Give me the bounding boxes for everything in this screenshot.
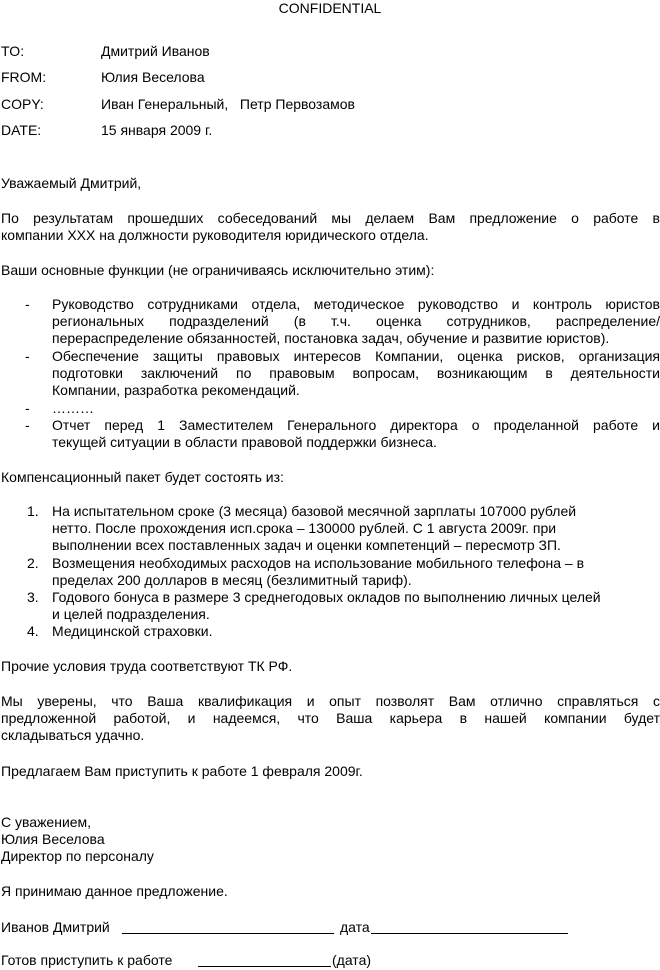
item-line: Годового бонуса в размере 3 среднегодовых окладов по выполнению личных целей (52, 589, 601, 605)
confidence-line: складываться удачно. (1, 727, 145, 743)
signature-name-label: Иванов Дмитрий (1, 919, 110, 935)
confidence-paragraph (1, 693, 660, 744)
bullet-line: Руководство сотрудниками отдела, методическое руководство и контроль юристов (52, 296, 660, 312)
bullet-line: региональных подразделений (в т.ч. оценка сотрудников, распределение/ (52, 313, 660, 329)
item-line: нетто. После прохождения исп.срока – 130000 рублей. С 1 августа 2009г. при (52, 520, 557, 536)
bullet-dash: - (25, 417, 30, 433)
ready-date-suffix: (дата) (332, 952, 372, 968)
bullet-line: текущей ситуации в области правовой поддержки бизнеса. (52, 434, 437, 450)
bullet-line: подготовки заключений по правовым вопросам, возникающим в деятельности (52, 365, 660, 381)
bullet-dash: - (25, 348, 30, 364)
confidence-line: предложенной работой, и надеемся, что Ваша карьера в нашей компании будет (1, 710, 660, 726)
ready-date-underline[interactable] (198, 966, 331, 967)
bullet-text (52, 400, 660, 417)
intro-paragraph (1, 210, 660, 244)
item-text (52, 555, 660, 589)
item-number: 3. (27, 589, 39, 605)
ready-label: Готов приступить к работе (1, 952, 173, 968)
functions-heading: Ваши основные функции (не ограничиваясь исключительно этим): (1, 262, 435, 278)
item-line: пределах 200 долларов в месяц (безлимитный тариф). (52, 572, 412, 588)
confidential-title: CONFIDENTIAL (278, 0, 382, 16)
greeting: Уважаемый Дмитрий, (1, 175, 142, 191)
closing-position: Директор по персоналу (1, 848, 154, 864)
item-number: 1. (27, 503, 39, 519)
other-conditions: Прочие условия труда соответствуют ТК РФ. (1, 658, 293, 674)
item-line: На испытательном сроке (3 месяца) базовой месячной зарплаты 107000 рублей (52, 503, 577, 519)
bullet-text (52, 348, 660, 399)
acceptance-statement: Я принимаю данное предложение. (1, 883, 228, 899)
confidence-line: Мы уверены, что Ваша квалификация и опыт позволят Вам отлично справляться с (1, 693, 660, 709)
closing-block (1, 814, 660, 865)
signature-date-label: дата (340, 919, 370, 935)
item-line: выполнении всех поставленных задач и оценки компетенций – пересмотр ЗП. (52, 537, 561, 553)
bullet-line: ……… (52, 400, 94, 416)
bullet-line: Компании, разработка рекомендаций. (52, 382, 300, 398)
header-to-label: TO: (1, 43, 25, 59)
start-offer: Предлагаем Вам приступить к работе 1 февраля 2009г. (1, 763, 363, 779)
bullet-dash: - (25, 400, 30, 416)
item-line: и целей подразделения. (52, 606, 210, 622)
intro-line: компании XXX на должности руководителя юридического отдела. (1, 227, 429, 243)
bullet-line: Отчет перед 1 Заместителем Генерального директора о проделанной работе и (52, 417, 660, 433)
intro-line: По результатам прошедших собеседований мы делаем Вам предложение о работе в (1, 210, 660, 226)
signature-date-underline[interactable] (371, 933, 568, 934)
bullet-line: перераспределение обязанностей, постановка задач, обучение и развитие юристов). (52, 330, 610, 346)
item-line: Возмещения необходимых расходов на использование мобильного телефона – в (52, 555, 585, 571)
bullet-line: Обеспечение защиты правовых интересов Компании, оценка рисков, организация (52, 348, 660, 364)
header-to-value: Дмитрий Иванов (101, 43, 210, 59)
item-text (52, 503, 660, 554)
item-text (52, 589, 660, 623)
item-number: 4. (27, 623, 39, 639)
header-from-value: Юлия Веселова (101, 69, 205, 85)
item-line: Медицинской страховки. (52, 623, 213, 639)
signature-underline[interactable] (122, 933, 334, 934)
header-copy-label: COPY: (1, 96, 44, 112)
item-text (52, 623, 660, 640)
header-date-label: DATE: (1, 122, 42, 138)
compensation-heading: Компенсационный пакет будет состоять из: (1, 469, 284, 485)
bullet-text (52, 296, 660, 347)
header-date-value: 15 января 2009 г. (101, 122, 213, 138)
header-from-label: FROM: (1, 69, 47, 85)
bullet-dash: - (25, 296, 30, 312)
closing-regards: С уважением, (1, 814, 92, 830)
closing-name: Юлия Веселова (1, 831, 105, 847)
header-copy-value: Иван Генеральный, Петр Первозамов (101, 96, 355, 112)
bullet-text (52, 417, 660, 451)
item-number: 2. (27, 555, 39, 571)
